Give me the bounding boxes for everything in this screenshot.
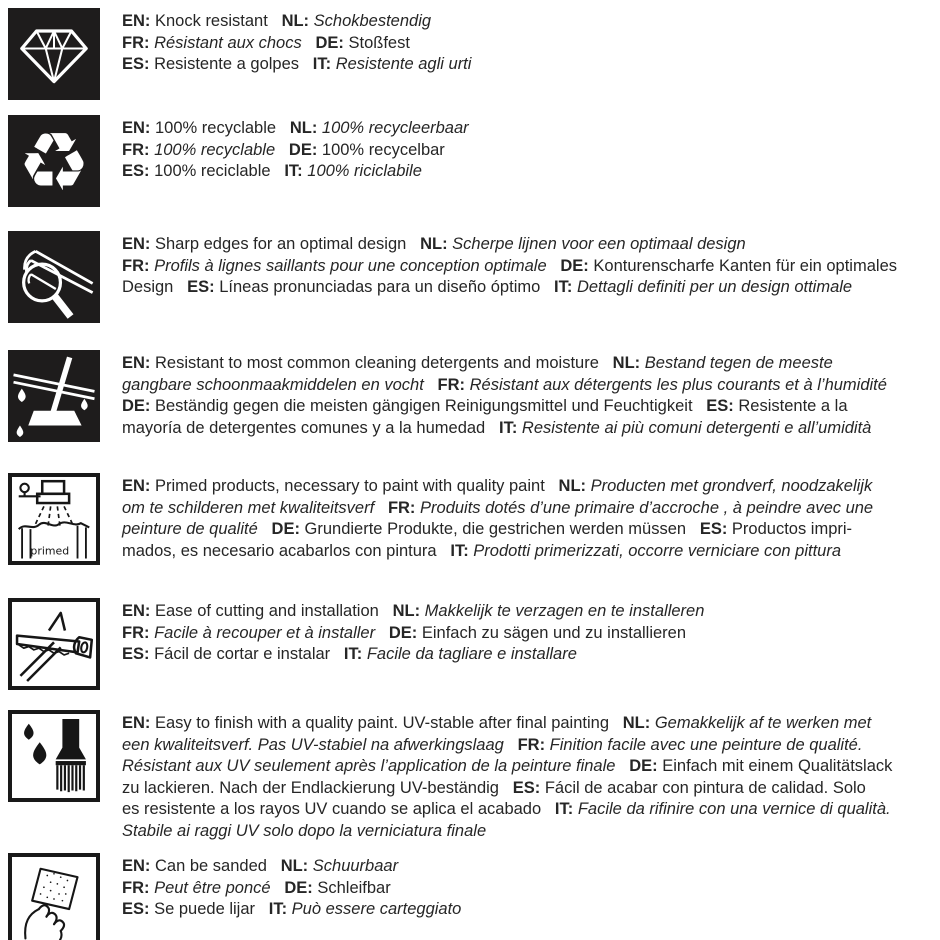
feature-description: Resistente a la: [738, 397, 848, 415]
feature-description: 100% recyclable: [155, 119, 290, 137]
hand-sandpaper-icon: [8, 853, 100, 940]
feature-description: Resistente ai più comuni detergenti e all’umidità: [521, 418, 872, 437]
feature-text-line: [122, 234, 897, 256]
feature-text-line: [122, 161, 469, 183]
feature-list: [8, 8, 940, 940]
language-label: NL:: [281, 12, 314, 30]
feature-text-line: [122, 498, 873, 520]
feature-text-line: [122, 644, 704, 666]
feature-description: Facile da tagliare e installare: [366, 645, 577, 663]
feature-description: Prodotti primerizzati, occorre verniciare con pittura: [473, 541, 842, 560]
language-label: DE:: [315, 33, 349, 52]
language-label: IT:: [343, 645, 367, 663]
feature-text-line: [122, 821, 892, 843]
language-label: ES:: [699, 520, 732, 538]
language-label: IT:: [284, 162, 308, 180]
language-label: ES:: [706, 397, 739, 415]
language-label: DE:: [284, 878, 318, 897]
language-label: EN:: [122, 714, 155, 732]
feature-description: peinture de qualité: [122, 520, 272, 538]
feature-description: gangbare schoonmaakmiddelen en vocht: [122, 375, 438, 394]
feature-description: Dettagli definiti per un design ottimale: [576, 278, 853, 296]
svg-text:primed: primed: [30, 544, 70, 558]
feature-description: 100% reciclable: [154, 162, 285, 180]
feature-description: Makkelijk te verzagen en te installeren: [424, 602, 705, 620]
language-label: IT:: [554, 800, 578, 818]
feature-description: Resistant to most common cleaning detergents and moisture: [155, 354, 613, 372]
spray-primer-icon: [8, 473, 100, 565]
language-label: FR:: [122, 33, 155, 52]
feature-text-line: [122, 33, 471, 55]
feature-description: Sharp edges for an optimal design: [155, 235, 421, 253]
feature-description: Facile da rifinire con una vernice di qualità.: [577, 800, 891, 818]
feature-description: Fácil de cortar e instalar: [154, 645, 344, 663]
feature-description: es resistente a los rayos UV cuando se aplica el acabado: [122, 800, 555, 818]
language-label: EN:: [122, 12, 155, 30]
feature-row-moisture-resistant: [8, 350, 940, 442]
feature-description: Gemakkelijk af te werken met: [654, 714, 872, 732]
feature-description: zu lackieren. Nach der Endlackierung UV-beständig: [122, 778, 513, 797]
feature-description: Ease of cutting and installation: [155, 602, 393, 620]
mop-icon: [8, 350, 100, 442]
language-label: ES:: [187, 278, 220, 296]
language-label: FR:: [122, 878, 155, 897]
feature-description: Scherpe lijnen voor een optimaal design: [452, 235, 746, 253]
language-label: FR:: [122, 140, 155, 159]
magnifier-profile-icon: [8, 231, 100, 323]
feature-text-line: [122, 541, 873, 563]
feature-description: Can be sanded: [155, 857, 281, 875]
language-label: ES:: [512, 778, 545, 797]
feature-description: een kwaliteitsverf. Pas UV-stabiel na afwerkingslaag: [122, 735, 518, 754]
feature-text-line: [122, 601, 704, 623]
feature-text-primed: [122, 473, 873, 562]
diamond-icon: [8, 8, 100, 100]
feature-text-line: [122, 256, 897, 278]
feature-description: 100% recycleerbaar: [321, 119, 469, 137]
feature-text-line: [122, 418, 887, 440]
feature-description: Schokbestendig: [313, 12, 432, 30]
feature-row-sandable: [8, 853, 940, 940]
feature-description: Líneas pronunciadas para un diseño óptimo: [219, 278, 555, 296]
feature-text-line: [122, 54, 471, 76]
language-label: IT:: [554, 278, 577, 296]
feature-text-line: [122, 11, 471, 33]
feature-description: 100% riciclabile: [307, 162, 422, 180]
language-label: FR:: [122, 256, 155, 275]
feature-description: Beständig gegen die meisten gängigen Reinigungsmittel und Feuchtigkeit: [155, 397, 707, 415]
language-label: NL:: [289, 119, 322, 137]
feature-text-line: [122, 878, 461, 900]
feature-text-paint-finish: [122, 710, 892, 842]
feature-description: Design: [122, 278, 188, 296]
feature-text-line: [122, 476, 873, 498]
feature-description: Resistente agli urti: [335, 55, 472, 73]
feature-description: Résistant aux détergents les plus courants et à l’humidité: [469, 375, 887, 394]
language-label: DE:: [122, 397, 155, 415]
feature-description: Bestand tegen de meeste: [644, 354, 833, 372]
feature-description: Easy to finish with a quality paint. UV-stable after final painting: [155, 714, 623, 732]
feature-text-line: [122, 735, 892, 757]
feature-row-primed: [8, 473, 940, 565]
language-label: NL:: [558, 477, 591, 495]
language-label: DE:: [271, 520, 305, 538]
language-label: DE:: [629, 757, 663, 775]
language-label: DE:: [388, 623, 422, 642]
feature-description: 100% recycelbar: [321, 140, 445, 159]
feature-text-line: [122, 375, 887, 397]
feature-description: Peut être poncé: [154, 878, 285, 897]
feature-description: Konturenscharfe Kanten für ein optimales: [593, 256, 897, 275]
feature-text-sandable: [122, 853, 461, 921]
language-label: IT:: [450, 541, 474, 560]
drops-brush-icon: [8, 710, 100, 802]
feature-text-line: [122, 799, 892, 821]
feature-text-line: [122, 118, 469, 140]
language-label: FR:: [387, 498, 421, 517]
language-label: NL:: [622, 714, 655, 732]
feature-text-knock-resistant: [122, 8, 471, 76]
language-label: NL:: [420, 235, 453, 253]
language-label: IT:: [312, 55, 336, 73]
language-label: NL:: [280, 857, 313, 875]
language-label: EN:: [122, 119, 155, 137]
feature-description: Knock resistant: [155, 12, 282, 30]
feature-text-line: [122, 899, 461, 921]
feature-text-moisture-resistant: [122, 350, 887, 439]
feature-row-recyclable: [8, 115, 940, 207]
language-label: ES:: [122, 900, 155, 918]
recycle-icon: [8, 115, 100, 207]
feature-description: Résistant aux chocs: [154, 33, 316, 52]
language-label: EN:: [122, 477, 155, 495]
feature-description: Stoßfest: [348, 33, 410, 52]
language-label: EN:: [122, 602, 155, 620]
feature-text-recyclable: [122, 115, 469, 183]
feature-row-sharp-edges: [8, 231, 940, 323]
feature-description: Primed products, necessary to paint with quality paint: [155, 477, 559, 495]
language-label: ES:: [122, 645, 155, 663]
feature-description: Resistente a golpes: [154, 55, 313, 73]
svg-text:♻: ♻: [17, 115, 91, 207]
feature-description: mados, es necesario acabarlos con pintura: [122, 541, 451, 560]
feature-description: Schleifbar: [317, 878, 391, 897]
feature-row-paint-finish: [8, 710, 940, 842]
feature-description: mayoría de detergentes comunes y a la humedad: [122, 418, 499, 437]
feature-row-easy-cutting: [8, 598, 940, 690]
feature-description: Stabile ai raggi UV solo dopo la verniciatura finale: [122, 821, 487, 840]
feature-description: Può essere carteggiato: [291, 900, 462, 918]
feature-text-line: [122, 396, 887, 418]
feature-description: 100% recyclable: [154, 140, 289, 159]
feature-description: Produits dotés d’une primaire d’accroche , à peindre avec une: [420, 498, 874, 517]
feature-description: Einfach zu sägen und zu installieren: [421, 623, 687, 642]
feature-row-knock-resistant: [8, 8, 940, 100]
feature-description: Finition facile avec une peinture de qualité.: [549, 735, 863, 754]
feature-description: Producten met grondverf, noodzakelijk: [590, 477, 873, 495]
feature-text-line: [122, 856, 461, 878]
language-label: DE:: [560, 256, 594, 275]
language-label: FR:: [517, 735, 550, 754]
language-label: NL:: [612, 354, 645, 372]
feature-text-line: [122, 353, 887, 375]
language-label: IT:: [498, 418, 522, 437]
language-label: EN:: [122, 354, 155, 372]
feature-text-line: [122, 756, 892, 778]
language-label: FR:: [437, 375, 470, 394]
feature-text-line: [122, 623, 704, 645]
language-label: FR:: [122, 623, 155, 642]
feature-description: Fácil de acabar con pintura de calidad. Solo: [544, 778, 866, 797]
feature-description: Productos impri-: [731, 520, 853, 538]
feature-description: Résistant aux UV seulement après l’application de la peinture finale: [122, 757, 630, 775]
feature-description: Profils à lignes saillants pour une conception optimale: [154, 256, 561, 275]
feature-text-line: [122, 140, 469, 162]
language-label: EN:: [122, 857, 155, 875]
language-label: NL:: [392, 602, 425, 620]
feature-description: Facile à recouper et à installer: [154, 623, 389, 642]
feature-description: Se puede lijar: [154, 900, 269, 918]
saw-icon: [8, 598, 100, 690]
language-label: ES:: [122, 55, 155, 73]
feature-description: Grundierte Produkte, die gestrichen werden müssen: [304, 520, 700, 538]
feature-text-line: [122, 778, 892, 800]
language-label: DE:: [288, 140, 322, 159]
feature-text-line: [122, 519, 873, 541]
feature-description: Einfach mit einem Qualitätslack: [662, 757, 893, 775]
language-label: ES:: [122, 162, 155, 180]
language-label: EN:: [122, 235, 155, 253]
feature-text-easy-cutting: [122, 598, 704, 666]
feature-description: om te schilderen met kwaliteitsverf: [122, 498, 388, 517]
feature-text-line: [122, 713, 892, 735]
feature-text-sharp-edges: [122, 231, 897, 299]
language-label: IT:: [268, 900, 292, 918]
feature-description: Schuurbaar: [312, 857, 399, 875]
feature-text-line: [122, 277, 897, 299]
